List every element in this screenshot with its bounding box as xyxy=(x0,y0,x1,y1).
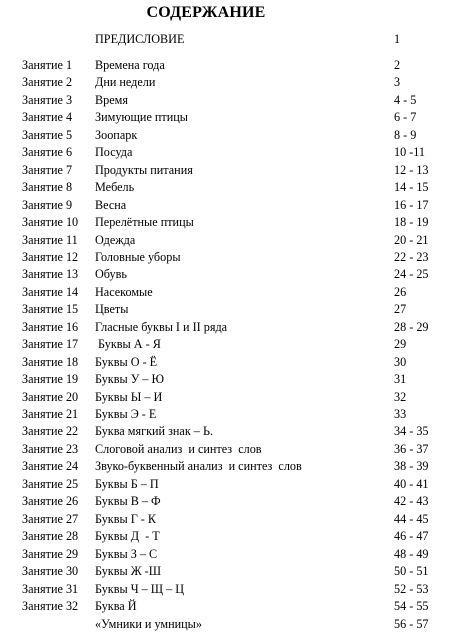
toc-topic: Время xyxy=(95,92,128,107)
toc-topic: Буквы Б – П xyxy=(95,476,159,491)
toc-page-number: 1 xyxy=(394,32,401,46)
toc-page-number: 42 - 43 xyxy=(394,494,429,509)
toc-topic: Буква мягкий знак – Ь. xyxy=(95,424,213,439)
toc-topic: Зоопарк xyxy=(95,127,138,142)
toc-row xyxy=(0,57,462,74)
toc-lesson-number: Занятие 31 xyxy=(22,581,79,596)
toc-lesson-number: Занятие 25 xyxy=(22,476,79,491)
toc-row xyxy=(0,441,462,458)
toc-lesson-number: Занятие 8 xyxy=(22,180,73,195)
toc-page-number: 12 - 13 xyxy=(394,162,429,177)
toc-lesson-number: Занятие 16 xyxy=(22,319,79,334)
toc-row xyxy=(0,528,462,545)
toc-page-number: 3 xyxy=(394,75,401,90)
toc-lesson-number: Занятие 21 xyxy=(22,407,79,421)
toc-page-number: 6 - 7 xyxy=(394,110,417,125)
toc-row xyxy=(0,232,462,249)
toc-topic: Буквы Г - К xyxy=(95,511,157,526)
toc-topic: Буквы У – Ю xyxy=(95,372,165,387)
toc-page-number: 52 - 53 xyxy=(394,581,429,596)
toc-row xyxy=(0,179,462,196)
toc-page-number: 54 - 55 xyxy=(394,598,429,613)
toc-lesson-number: Занятие 30 xyxy=(22,564,79,579)
toc-lesson-number: Занятие 7 xyxy=(22,162,73,177)
toc-row xyxy=(0,581,462,598)
toc-row xyxy=(0,563,462,580)
toc-lesson-number: Занятие 20 xyxy=(22,389,79,404)
toc-topic: Перелётные птицы xyxy=(95,215,194,230)
toc-row xyxy=(0,458,462,475)
toc-page-number: 46 - 47 xyxy=(394,529,429,544)
toc-row xyxy=(0,406,462,423)
toc-page-number: 48 - 49 xyxy=(394,546,429,561)
toc-page-number: 50 - 51 xyxy=(394,564,429,579)
toc-topic: Буквы В – Ф xyxy=(95,494,161,509)
toc-page-number: 8 - 9 xyxy=(394,127,417,142)
toc-row xyxy=(0,319,462,336)
toc-topic: Буквы З – С xyxy=(95,546,158,561)
toc-topic: Времена года xyxy=(95,58,165,72)
toc-page-number: 31 xyxy=(394,372,407,387)
toc-row xyxy=(0,616,462,633)
toc-page-number: 4 - 5 xyxy=(394,92,417,107)
toc-topic: Буквы Э - Е xyxy=(95,407,157,421)
toc-page-number: 14 - 15 xyxy=(394,180,429,195)
toc-topic: Буквы Ж -Ш xyxy=(95,564,162,579)
toc-row xyxy=(0,109,462,126)
toc-lesson-number: Занятие 26 xyxy=(22,494,79,509)
toc-row xyxy=(0,197,462,214)
toc-page-number: 32 xyxy=(394,389,407,404)
toc-lesson-number: Занятие 24 xyxy=(22,459,79,474)
toc-page-number: 38 - 39 xyxy=(394,459,429,474)
page-title: СОДЕРЖАНИЕ xyxy=(146,4,266,21)
toc-row xyxy=(0,511,462,528)
toc-topic: Одежда xyxy=(95,232,136,247)
toc-row xyxy=(0,546,462,563)
toc-row xyxy=(0,301,462,318)
toc-page-number: 33 xyxy=(394,407,407,421)
toc-page-number: 22 - 23 xyxy=(394,249,429,264)
toc-page-number: 36 - 37 xyxy=(394,441,429,456)
toc-page-number: 24 - 25 xyxy=(394,267,429,282)
toc-lesson-number: Занятие 9 xyxy=(22,197,73,212)
toc-lesson-number: Занятие 29 xyxy=(22,546,79,561)
toc-lesson-number: Занятие 22 xyxy=(22,424,79,439)
toc-row xyxy=(0,31,462,48)
toc-topic: Буквы О - Ё xyxy=(95,354,158,369)
toc-row xyxy=(0,214,462,231)
toc-row xyxy=(0,423,462,440)
toc-page-number: 10 -11 xyxy=(394,145,426,160)
toc-row xyxy=(0,74,462,91)
toc-row xyxy=(0,284,462,301)
toc-row xyxy=(0,162,462,179)
toc-topic: Буквы Ы – И xyxy=(95,389,163,404)
toc-row xyxy=(0,354,462,371)
toc-lesson-number: Занятие 28 xyxy=(22,529,79,544)
toc-lesson-number: Занятие 17 xyxy=(22,337,79,352)
toc-lesson-number: Занятие 10 xyxy=(22,215,79,230)
toc-row xyxy=(0,598,462,615)
toc-row xyxy=(0,144,462,161)
toc-lesson-number: Занятие 6 xyxy=(22,145,73,160)
toc-lesson-number: Занятие 19 xyxy=(22,372,79,387)
toc-lesson-number: Занятие 14 xyxy=(22,284,79,299)
toc-lesson-number: Занятие 2 xyxy=(22,75,73,90)
toc-lesson-number: Занятие 13 xyxy=(22,267,79,282)
toc-lesson-number: Занятие 32 xyxy=(22,598,79,613)
toc-topic: Весна xyxy=(95,197,127,212)
toc-row xyxy=(0,389,462,406)
toc-page-number: 44 - 45 xyxy=(394,511,429,526)
toc-topic: Мебель xyxy=(95,180,135,195)
toc-row xyxy=(0,92,462,109)
toc-topic: Буквы Д - Т xyxy=(95,529,160,544)
toc-topic: Цветы xyxy=(95,302,129,317)
toc-topic: Слоговой анализ и синтез слов xyxy=(95,441,262,456)
toc-topic: Буква Й xyxy=(95,598,137,613)
toc-row xyxy=(0,249,462,266)
toc-page-number: 56 - 57 xyxy=(394,617,429,632)
toc-topic: «Умники и умницы» xyxy=(95,617,202,632)
toc-topic: ПРЕДИСЛОВИЕ xyxy=(95,32,185,46)
toc-topic: Головные уборы xyxy=(95,249,181,264)
toc-row xyxy=(0,371,462,388)
toc-page-number: 27 xyxy=(394,302,407,317)
toc-lesson-number: Занятие 4 xyxy=(22,110,73,125)
toc-lesson-number: Занятие 12 xyxy=(22,249,79,264)
toc-lesson-number: Занятие 23 xyxy=(22,441,79,456)
toc-topic: Зимующие птицы xyxy=(95,110,188,125)
toc-topic: Гласные буквы I и II ряда xyxy=(95,319,228,334)
toc-lesson-number: Занятие 5 xyxy=(22,127,73,142)
toc-topic: Продукты питания xyxy=(95,162,193,177)
toc-page-number: 2 xyxy=(394,58,401,72)
toc-row xyxy=(0,336,462,353)
toc-page-number: 34 - 35 xyxy=(394,424,429,439)
toc-page-number: 16 - 17 xyxy=(394,197,429,212)
toc-topic: Дни недели xyxy=(95,75,156,90)
toc-topic: Насекомые xyxy=(95,284,153,299)
toc-topic: Посуда xyxy=(95,145,133,160)
toc-lesson-number: Занятие 1 xyxy=(22,58,73,72)
toc-lesson-number: Занятие 3 xyxy=(22,92,73,107)
toc-page-number: 29 xyxy=(394,337,407,352)
toc-row xyxy=(0,127,462,144)
toc-page-number: 20 - 21 xyxy=(394,232,429,247)
toc-topic: Буквы Ч – Щ – Ц xyxy=(95,581,185,596)
toc-page-number: 18 - 19 xyxy=(394,215,429,230)
toc-page-number: 40 - 41 xyxy=(394,476,429,491)
toc-lesson-number: Занятие 27 xyxy=(22,511,79,526)
toc-lesson-number: Занятие 18 xyxy=(22,354,79,369)
toc-topic: Буквы А - Я xyxy=(95,337,161,352)
toc-lesson-number: Занятие 15 xyxy=(22,302,79,317)
toc-topic: Обувь xyxy=(95,267,127,282)
toc-row xyxy=(0,266,462,283)
toc-page-number: 26 xyxy=(394,284,407,299)
toc-lesson-number: Занятие 11 xyxy=(22,232,78,247)
toc-row xyxy=(0,476,462,493)
toc-row xyxy=(0,493,462,510)
toc-page-number: 30 xyxy=(394,354,407,369)
toc-page-number: 28 - 29 xyxy=(394,319,429,334)
toc-topic: Звуко-буквенный анализ и синтез слов xyxy=(95,459,302,474)
